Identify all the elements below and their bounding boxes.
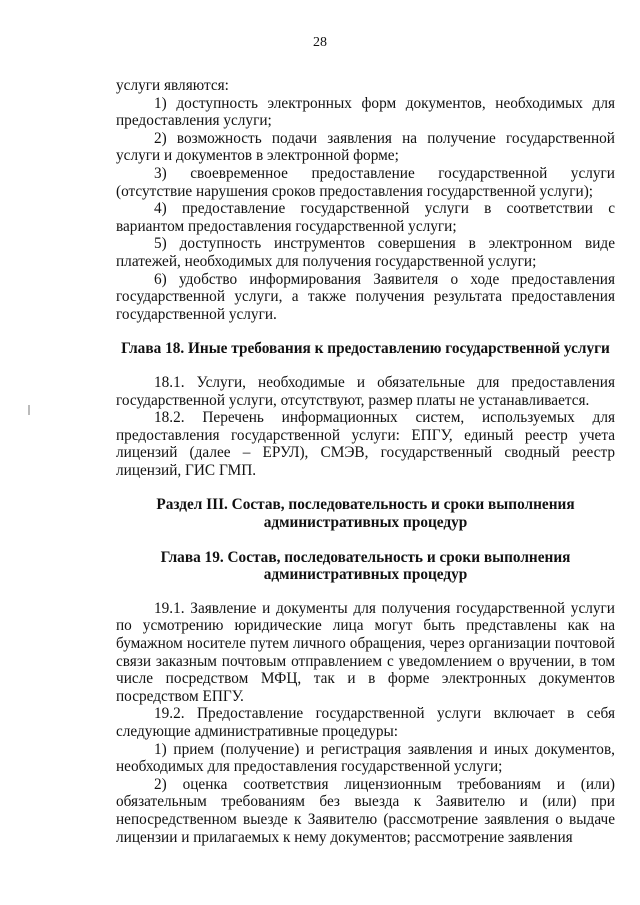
paragraph-18-2: 18.2. Перечень информационных систем, используемых для предоставления государственной услуги: ЕПГУ, единый реестр учета лицензий (далее – ЕРУЛ), СМЭВ, государственный сводный реестр лицензий, ГИС ГМП.	[116, 409, 615, 479]
section-3-title: Раздел III. Состав, последовательность и сроки выполнения административных процедур	[156, 496, 575, 532]
list-item-4: 4) предоставление государственной услуги в соответствии с вариантом предоставления государственной услуги;	[116, 200, 615, 235]
procedure-item-2: 2) оценка соответствия лицензионным требованиям и (или) обязательным требованиям без выезда к Заявителю и (или) при непосредственном выезде к Заявителю (рассмотрение заявления о выдаче лицензии и прилагаемых к нему документов; рассмотрение заявления	[116, 775, 615, 846]
document-body	[116, 77, 615, 846]
list-item-6: 6) удобство информирования Заявителя о ходе предоставления государственной услуги, а также получения результата предоставления государственной услуги.	[116, 270, 615, 323]
procedure-item-1: 1) прием (получение) и регистрация заявления и иных документов, необходимых для предоставления государственной услуги;	[116, 740, 615, 776]
paragraph-19-1: 19.1. Заявление и документы для получения государственной услуги по усмотрению юридические лица могут быть представлены как на бумажном носителе путем личного обращения, через организации почтовой связи заказным почтовым отправлением с уведомлением о вручении, в том числе посредством МФЦ, так и в форме электронных документов посредством ЕПГУ.	[116, 599, 615, 705]
scan-mark	[28, 405, 30, 415]
paragraph-intro: услуги являются:	[116, 77, 229, 94]
paragraph-18-1: 18.1. Услуги, необходимые и обязательные для предоставления государственной услуги, отсутствуют, размер платы не устанавливается.	[116, 373, 615, 409]
list-item-3: 3) своевременное предоставление государственной услуги (отсутствие нарушения сроков предоставления государственной услуги);	[116, 164, 615, 200]
list-item-1: 1) доступность электронных форм документов, необходимых для предоставления услуги;	[116, 94, 615, 130]
list-item-5: 5) доступность инструментов совершения в электронном виде платежей, необходимых для получения государственной услуги;	[116, 235, 615, 270]
paragraph-19-2: 19.2. Предоставление государственной услуги включает в себя следующие административные процедуры:	[116, 705, 615, 740]
chapter-18-title: Глава 18. Иные требования к предоставлению государственной услуги	[121, 340, 610, 358]
page-number: 28	[313, 35, 327, 50]
chapter-19-title: Глава 19. Состав, последовательность и сроки выполнения административных процедур	[160, 548, 571, 584]
list-item-2: 2) возможность подачи заявления на получение государственной услуги и документов в электронной форме;	[116, 129, 615, 165]
